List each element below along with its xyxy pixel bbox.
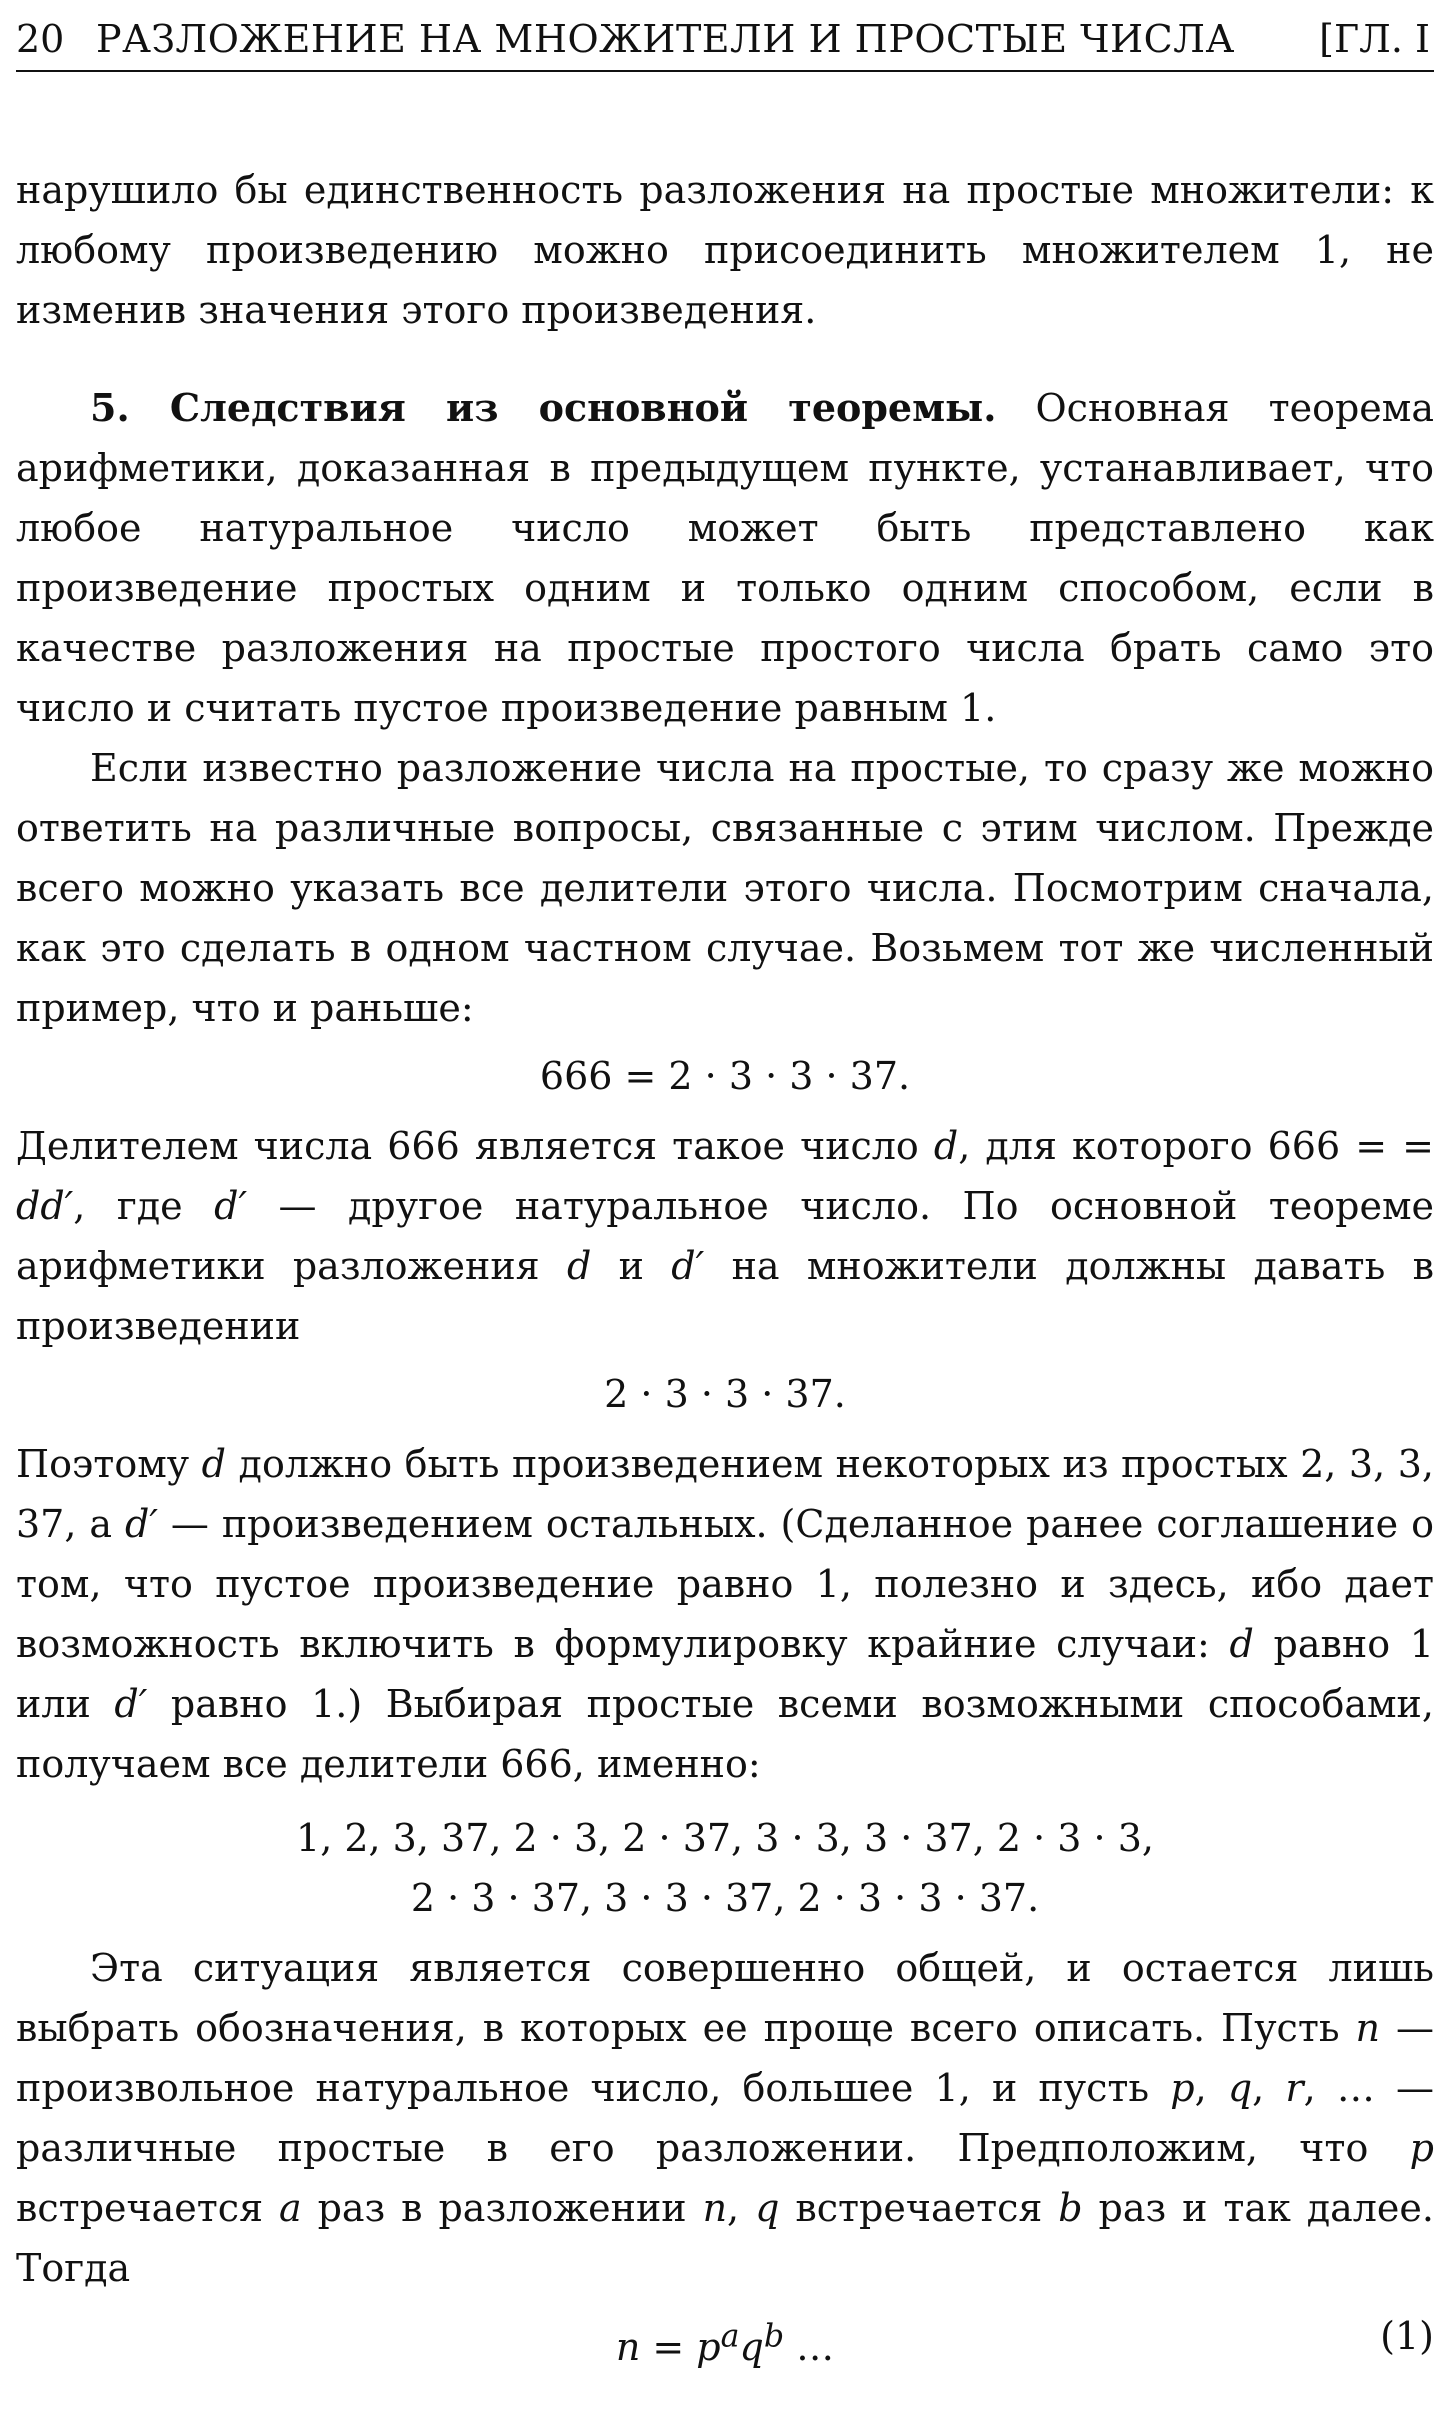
divisors-list: [16, 1808, 1434, 1928]
page-number: 20: [16, 17, 65, 61]
section-paragraph: [16, 378, 1434, 738]
running-title: РАЗЛОЖЕНИЕ НА МНОЖИТЕЛИ И ПРОСТЫЕ ЧИСЛА: [96, 17, 1235, 61]
section-heading: 5. Следствия из основной теоремы.: [90, 385, 997, 430]
divisors-line-2: 2 · 3 · 37, 3 · 3 · 37, 2 · 3 · 3 · 37.: [410, 1876, 1040, 1920]
equation-number: (1): [1380, 2314, 1434, 2358]
paragraph-divisor-choice: Поэтому d должно быть произведением некоторых из простых 2, 3, 3, 37, а d′ — произведением остальных. (Сделанное ранее соглашение о том, что пустое произведение равно 1, полезно и здесь, ибо дает возможность включить в формулировку крайние случаи: d равно 1 или d′ равно 1.) Выбирая простые всеми возможными способами, получаем все делители 666, именно:: [16, 1442, 1434, 1786]
divisors-line-1: 1, 2, 3, 37, 2 · 3, 2 · 37, 3 · 3, 3 · 37, 2 · 3 · 3,: [296, 1816, 1154, 1860]
equation-product: 2 · 3 · 3 · 37.: [604, 1372, 846, 1416]
body-text: [16, 160, 1434, 2387]
equation-1: [16, 2306, 1434, 2377]
paragraph-general-case: Эта ситуация является совершенно общей, и остается лишь выбрать обозначения, в которых ее проще всего описать. Пусть n — произвольное натуральное число, большее 1, и пусть p, q, r, … — различные простые в его разложении. Предположим, что p встречается a раз в разложении n, q встречается b раз и так далее. Тогда: [16, 1946, 1434, 2290]
paragraph-divisor-definition: Делителем числа 666 является такое число d, для которого 666 = = dd′, где d′ — другое натуральное число. По основной теореме арифметики разложения d и d′ на множители должны давать в произведении: [16, 1124, 1434, 1348]
section-text: Основная теорема арифметики, доказанная в предыдущем пункте, устанавливает, что любое натуральное число может быть представлено как произведение простых одним и только одним способом, если в качестве разложения на простые простого числа брать само это число и считать пустое произведение равным 1.: [16, 386, 1434, 730]
paragraph-divisors-intro: Если известно разложение числа на простые, то сразу же можно ответить на различные вопросы, связанные с этим числом. Прежде всего можно указать все делители этого числа. Посмотрим сначала, как это сделать в одном частном случае. Возьмем тот же численный пример, что и раньше:: [16, 746, 1434, 1030]
equation-1-formula: $n = p^aq^b$ …: [615, 2318, 835, 2369]
equation-666: 666 = 2 · 3 · 3 · 37.: [539, 1054, 911, 1098]
chapter-marker: [ГЛ. I: [1319, 17, 1430, 61]
running-head: [16, 8, 1434, 72]
paragraph-continuation: нарушило бы единственность разложения на простые множители: к любому произведению можно присоединить множителем 1, не изменив значения этого произведения.: [16, 168, 1434, 332]
